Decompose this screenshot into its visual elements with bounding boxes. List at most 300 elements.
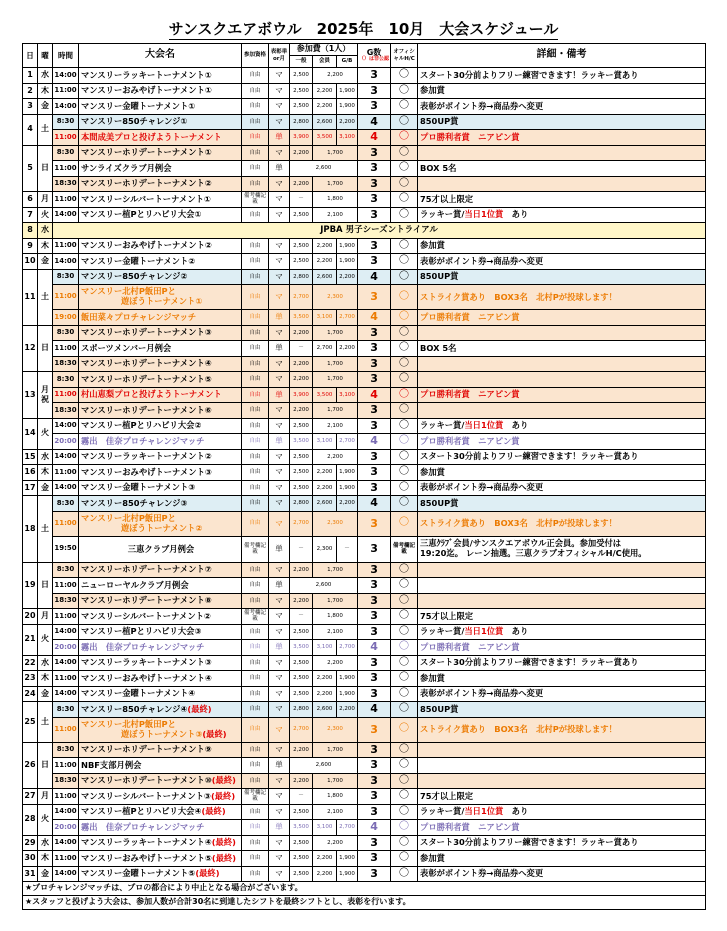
tournament-name [79,758,242,774]
game-count: 3 [358,145,391,161]
table-row [23,192,706,208]
award-type: 単 [269,387,290,403]
details [418,68,706,84]
fee-general: － [290,609,313,625]
details-text: 850UP賞 [420,497,459,508]
table-row [23,655,706,671]
eligibility: 自由 [242,686,269,702]
award-type: 単 [269,820,290,836]
fee-gb: 1,900 [337,686,358,702]
details [418,192,706,208]
details [418,480,706,496]
start-time: 18:30 [53,356,79,372]
fee-member: 2,200 [313,686,337,702]
tournament-name [79,130,242,146]
award-type: マ [269,207,290,223]
table-row [23,609,706,625]
header-tables: 表彰単or月 [269,44,290,68]
day-number: 3 [23,99,38,115]
details-text: あり [503,420,529,431]
day-number: 14 [23,418,38,449]
eligibility: 自由 [242,269,269,285]
details [418,578,706,594]
day-of-week [38,609,53,625]
fee-gb: 1,900 [337,465,358,481]
start-time: 11:00 [53,465,79,481]
fee-general: 2,500 [290,655,313,671]
fee-member: 2,100 [313,804,358,820]
tournament-name-text: マンスリーホリデートーナメント① [81,147,212,158]
schedule-table [22,43,706,910]
fee-gb: 2,200 [337,114,358,130]
tournament-name [79,640,242,656]
award-type: マ [269,83,290,99]
details-text: ラッキー賞/ [420,420,465,431]
details-text: プロ勝利者賞 ニアピン賞 [420,389,520,400]
handicap: 〇 [391,593,418,609]
details-text: プロ勝利者賞 ニアピン賞 [420,641,520,652]
eligibility: 自由 [242,562,269,578]
tournament-name [79,866,242,882]
start-time: 14:00 [53,866,79,882]
fee-member: 2,300 [313,285,358,310]
table-row [23,223,706,239]
award-type: マ [269,496,290,512]
tournament-name [79,83,242,99]
start-time: 20:00 [53,820,79,836]
tournament-name-text: マンスリー北村P飯田Pと [81,286,176,297]
tournament-name [79,403,242,419]
award-type: マ [269,866,290,882]
table-row [23,640,706,656]
footnote-1: ★プロチャレンジマッチは、プロの都合により中止となる場合がございます。 [23,882,706,896]
day-of-week [38,325,53,372]
start-time: 14:00 [53,68,79,84]
details-text: プロ勝利者賞 ニアピン賞 [420,435,520,446]
day-of-week-text: 木 [41,673,49,683]
fee-general: － [290,536,313,562]
details-text: 表彰がポイント券→商品券へ変更 [420,255,544,266]
tournament-name [79,68,242,84]
details [418,851,706,867]
day-of-week-text: 日 [41,580,49,590]
day-of-week-text: 土 [41,523,49,533]
day-of-week-text: 土 [41,291,49,301]
table-row [23,702,706,718]
details [418,671,706,687]
details-text: あり [503,626,529,637]
tournament-name-text: マンスリーおみやげトーナメント② [81,240,212,251]
table-row [23,114,706,130]
details-highlight: 当日1位賞 [464,806,504,817]
award-type: マ [269,285,290,310]
table-row [23,176,706,192]
eligibility: 自由 [242,145,269,161]
fee-general: 3,900 [290,130,313,146]
handicap: 〇 [391,655,418,671]
handicap: 〇 [391,238,418,254]
handicap: 〇 [391,465,418,481]
details [418,449,706,465]
details-text: 75才以上限定 [420,790,474,801]
award-type: マ [269,742,290,758]
tournament-name-text: マンスリーホリデートーナメント② [81,178,212,189]
details [418,593,706,609]
eligibility: 自由 [242,418,269,434]
handicap: 〇 [391,866,418,882]
game-count: 3 [358,465,391,481]
start-time: 18:30 [53,593,79,609]
fee-member: 1,700 [313,325,358,341]
table-row [23,511,706,536]
award-type: マ [269,356,290,372]
game-count: 3 [358,866,391,882]
fee-gb: 1,900 [337,83,358,99]
tournament-name [79,192,242,208]
details-text: スタート30分前よりフリー練習できます！ラッキー賞あり [420,69,639,80]
day-of-week-text: 火 [41,634,49,644]
game-count: 3 [358,835,391,851]
day-of-week [38,145,53,192]
tournament-name [79,465,242,481]
details [418,835,706,851]
details [418,686,706,702]
fee-general: 3,500 [290,310,313,326]
tournament-name-text: マンスリーおみやげトーナメント③ [81,466,212,477]
handicap: 〇 [391,176,418,192]
day-number: 30 [23,851,38,867]
day-of-week [38,851,53,867]
handicap: 〇 [391,68,418,84]
fee-member: 2,200 [313,671,337,687]
game-count: 3 [358,851,391,867]
fee-member: 1,700 [313,742,358,758]
handicap: 〇 [391,742,418,758]
fee-general: 2,800 [290,114,313,130]
eligibility: 自由 [242,624,269,640]
fee-member: 1,700 [313,593,358,609]
tournament-name [79,114,242,130]
fee-member: 2,300 [313,536,337,562]
game-count: 3 [358,655,391,671]
day-of-week-text: 日 [41,163,49,173]
game-count: 3 [358,717,391,742]
game-count: 3 [358,804,391,820]
tournament-name [79,536,242,562]
tournament-name-text: 遊ぼうトーナメント③ [121,728,203,739]
details-text: 参加賞 [420,85,445,96]
fee-general: 2,500 [290,238,313,254]
tournament-name-text: マンスリーおみやげトーナメント④ [81,672,212,683]
game-count: 3 [358,192,391,208]
game-count: 3 [358,254,391,270]
game-count: 4 [358,310,391,326]
tournament-name [79,789,242,805]
game-count: 3 [358,773,391,789]
handicap: 〇 [391,640,418,656]
game-count: 3 [358,480,391,496]
day-of-week [38,671,53,687]
award-type: マ [269,655,290,671]
page-title-text: サンスクエアボウル 2025年 10月 大会スケジュール [168,20,559,38]
table-row [23,773,706,789]
tournament-name-text: マンスリー北村P飯田Pと [81,718,176,729]
fee-member: 2,700 [313,341,337,357]
table-row [23,851,706,867]
fee-general: 2,700 [290,511,313,536]
details-text: スタート30分前よりフリー練習できます！ラッキー賞あり [420,657,639,668]
fee-general: 2,200 [290,356,313,372]
handicap: 〇 [391,773,418,789]
day-of-week [38,238,53,254]
eligibility: 自由 [242,717,269,742]
fee-general: 2,200 [290,742,313,758]
details [418,655,706,671]
fee-gb: 1,900 [337,851,358,867]
start-time: 8:30 [53,496,79,512]
tournament-name [79,578,242,594]
table-row [23,269,706,285]
details [418,341,706,357]
tournament-name-text: マンスリーホリデートーナメント④ [81,358,212,369]
fee-gb: 1,900 [337,866,358,882]
award-type: マ [269,449,290,465]
tournament-name-text: マンスリーホリデートーナメント⑤ [81,373,212,384]
day-number: 17 [23,480,38,496]
game-count: 3 [358,562,391,578]
header-dow: 曜 [38,44,53,68]
game-count: 3 [358,686,391,702]
start-time: 18:30 [53,773,79,789]
award-type: マ [269,851,290,867]
day-of-week [38,742,53,789]
eligibility: 自由 [242,207,269,223]
details-line2 [420,549,705,559]
handicap: 〇 [391,717,418,742]
fee-gb: 3,100 [337,130,358,146]
game-count: 3 [358,536,391,562]
details-text: 850UP賞 [420,116,459,127]
tournament-name [79,176,242,192]
start-time: 8:30 [53,114,79,130]
day-number: 5 [23,145,38,192]
handicap: 〇 [391,387,418,403]
fee-gb: 1,900 [337,254,358,270]
fee-general: 2,200 [290,403,313,419]
start-time: 14:00 [53,624,79,640]
fee-general: － [290,341,313,357]
details [418,285,706,310]
tournament-name [79,702,242,718]
tournament-name-text: マンスリー金曜トーナメント③ [81,482,196,493]
handicap: 〇 [391,356,418,372]
fee-gb: 2,700 [337,820,358,836]
eligibility: 自由 [242,434,269,450]
game-count: 3 [358,789,391,805]
handicap: 〇 [391,403,418,419]
day-number: 25 [23,702,38,743]
final-badge: (最終) [211,837,236,848]
details [418,758,706,774]
handicap: 〇 [391,325,418,341]
details [418,624,706,640]
fee-general: 2,200 [290,145,313,161]
day-number: 29 [23,835,38,851]
details [418,387,706,403]
details [418,789,706,805]
details [418,562,706,578]
handicap: 〇 [391,130,418,146]
fee-member: 2,600 [290,758,358,774]
eligibility: 備考欄記載 [242,609,269,625]
schedule-body [23,68,706,882]
fee-general: 2,800 [290,702,313,718]
header-fee: 参加費（1人） [290,44,358,56]
tournament-name-text: マンスリー植Pとリハビリ大会③ [81,626,202,637]
game-count: 4 [358,130,391,146]
award-type: マ [269,418,290,434]
footnote-2: ★スタッフと投げよう大会は、参加人数が合計30名に到達したシフトを最終シフトとし、表彰を行います。 [23,896,706,910]
fee-general: 2,500 [290,449,313,465]
handicap: 〇 [391,578,418,594]
eligibility: 自由 [242,254,269,270]
tournament-name [79,593,242,609]
details-text: 75才以上限定 [420,610,474,621]
tournament-name-text: マンスリー850チャレンジ② [81,271,188,282]
day-number: 23 [23,671,38,687]
details [418,325,706,341]
table-row [23,717,706,742]
details [418,511,706,536]
day-number: 7 [23,207,38,223]
eligibility: 自由 [242,176,269,192]
fee-member: 1,800 [313,609,358,625]
fee-member: 2,100 [313,624,358,640]
handicap: 〇 [391,562,418,578]
handicap: 〇 [391,418,418,434]
fee-member: 1,700 [313,145,358,161]
fee-general: 2,200 [290,562,313,578]
tournament-name-text: マンスリー金曜トーナメント① [81,100,196,111]
award-type: 単 [269,758,290,774]
tournament-name [79,773,242,789]
game-count: 3 [358,285,391,310]
start-time: 11:00 [53,341,79,357]
fee-general: 2,700 [290,285,313,310]
tournament-name [79,99,242,115]
start-time: 11:00 [53,83,79,99]
start-time: 8:30 [53,742,79,758]
start-time: 8:30 [53,145,79,161]
day-of-week [38,655,53,671]
award-type: 単 [269,310,290,326]
day-number: 13 [23,372,38,419]
tournament-name [79,851,242,867]
details [418,130,706,146]
fee-member: 1,700 [313,372,358,388]
award-type: 単 [269,434,290,450]
tournament-name-text: 本間成美プロと投げようトーナメント [81,131,222,142]
start-time: 11:00 [53,238,79,254]
fee-member: 2,200 [313,480,337,496]
tournament-name-text: マンスリーラッキートーナメント③ [81,657,212,668]
details [418,176,706,192]
details-text: ラッキー賞/ [420,806,465,817]
tournament-name-text: 三恵クラブ月例会 [127,543,195,554]
fee-member: 1,700 [313,176,358,192]
fee-member: 3,500 [313,387,337,403]
fee-member: 3,100 [313,434,337,450]
tournament-name [79,804,242,820]
award-type: マ [269,480,290,496]
start-time: 18:30 [53,403,79,419]
day-of-week-text: 木 [41,853,49,863]
game-count: 4 [358,114,391,130]
handicap: 〇 [391,99,418,115]
handicap: 〇 [391,671,418,687]
details [418,866,706,882]
header-fee-member: 会員 [313,56,337,68]
fee-member: 2,600 [313,269,337,285]
day-of-week-text: 土 [41,124,49,134]
award-type: マ [269,624,290,640]
final-badge: (最終) [201,806,226,817]
eligibility: 自由 [242,804,269,820]
award-type: マ [269,325,290,341]
fee-member: 2,600 [313,496,337,512]
day-of-week [38,480,53,496]
table-row [23,465,706,481]
table-row [23,310,706,326]
fee-gb: 1,900 [337,671,358,687]
fee-member: 2,200 [313,449,358,465]
table-row [23,341,706,357]
game-count: 3 [358,609,391,625]
details [418,434,706,450]
start-time: 18:30 [53,176,79,192]
tournament-name [79,742,242,758]
game-count: 3 [358,238,391,254]
fee-general: － [290,192,313,208]
day-of-week-text: 水 [41,657,49,667]
game-count: 3 [358,356,391,372]
fee-general: 2,500 [290,835,313,851]
fee-member: 2,200 [313,254,337,270]
header-time: 時間 [53,44,79,68]
fee-general: 2,500 [290,207,313,223]
tournament-name-text: マンスリー金曜トーナメント④ [81,688,196,699]
eligibility: 自由 [242,465,269,481]
game-count: 3 [358,511,391,536]
table-row [23,254,706,270]
tournament-name-text: マンスリー850チャレンジ③ [81,497,188,508]
game-count: 3 [358,325,391,341]
table-row [23,593,706,609]
start-time: 14:00 [53,99,79,115]
game-count: 3 [358,207,391,223]
details-highlight: 当日1位賞 [464,626,504,637]
eligibility: 自由 [242,851,269,867]
final-badge: (最終) [187,703,212,714]
tournament-name-text: 遊ぼうトーナメント① [121,296,203,306]
day-of-week-text: 金 [41,256,49,266]
start-time: 14:00 [53,655,79,671]
fee-member: 2,200 [313,83,337,99]
fee-member: 2,200 [313,851,337,867]
start-time: 11:00 [53,192,79,208]
table-row [23,578,706,594]
fee-member: 2,200 [313,238,337,254]
